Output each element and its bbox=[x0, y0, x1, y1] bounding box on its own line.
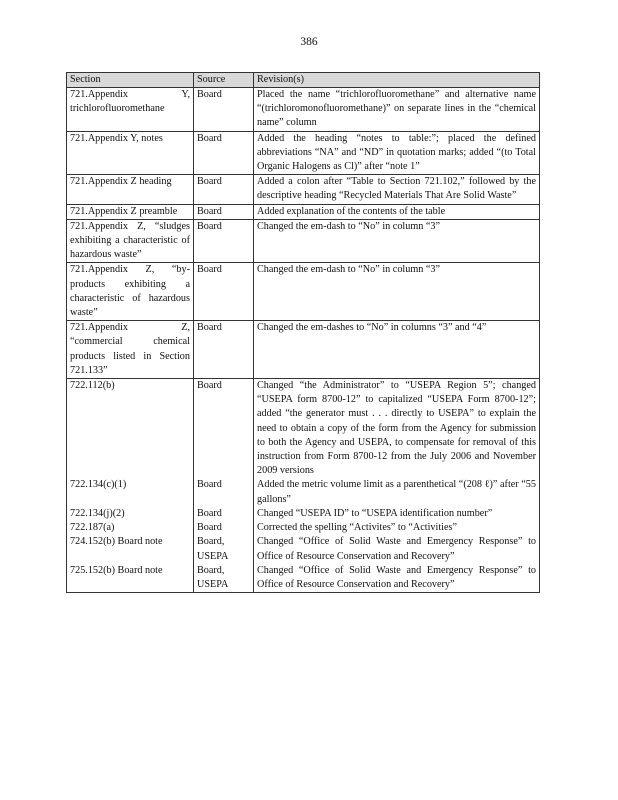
section-cell: 721.Appendix Z preamble bbox=[67, 204, 194, 219]
section-cell: 721.Appendix Z, “commercial chemical products listed in Section 721.133” bbox=[67, 321, 194, 379]
table-row bbox=[67, 535, 540, 563]
section-cell: 721.Appendix Z, “by-products exhibiting a characteristic of hazardous waste” bbox=[67, 263, 194, 321]
table-row bbox=[67, 321, 540, 379]
source-cell: Board bbox=[194, 321, 254, 379]
section-cell: 725.152(b) Board note bbox=[67, 564, 194, 593]
table-row bbox=[67, 204, 540, 219]
section-cell: 722.112(b) bbox=[67, 379, 194, 479]
header-revisions: Revision(s) bbox=[254, 73, 540, 88]
page-number: 386 bbox=[300, 36, 318, 48]
source-cell: Board bbox=[194, 88, 254, 132]
source-cell: Board bbox=[194, 219, 254, 263]
section-cell: 722.134(j)(2) bbox=[67, 507, 194, 521]
revision-cell: Added the metric volume limit as a parenthetical “(208 ℓ)” after “55 gallons” bbox=[254, 478, 540, 506]
table-row bbox=[67, 478, 540, 506]
source-cell: Board bbox=[194, 263, 254, 321]
revision-cell: Added a colon after “Table to Section 721.102,” followed by the descriptive heading “Recycled Materials That Are Solid Waste” bbox=[254, 175, 540, 204]
section-cell: 722.187(a) bbox=[67, 521, 194, 535]
revision-cell: Changed “the Administrator” to “USEPA Region 5”; changed “USEPA form 8700-12” to capitalized “USEPA Form 8700-12”; added “the generator must . . . directly to USEPA” to explain the need to obtain a copy of the form from the Agency for submission to both the Agency and USEPA, to compensate for removal of this instruction from Form 8700-12 from the July 2006 and November 2009 versions bbox=[254, 379, 540, 479]
revision-cell: Changed “Office of Solid Waste and Emergency Response” to Office of Resource Conservation and Recovery” bbox=[254, 564, 540, 593]
revision-cell: Changed the em-dash to “No” in column “3” bbox=[254, 219, 540, 263]
section-cell: 724.152(b) Board note bbox=[67, 535, 194, 563]
revision-cell: Changed the em-dashes to “No” in columns “3” and “4” bbox=[254, 321, 540, 379]
table-row bbox=[67, 564, 540, 593]
revision-cell: Placed the name “trichlorofluoromethane” and alternative name “(trichloromonofluoromethane)” on separate lines in the “chemical name” column bbox=[254, 88, 540, 132]
section-cell: 721.Appendix Z heading bbox=[67, 175, 194, 204]
source-cell: Board bbox=[194, 204, 254, 219]
table-row bbox=[67, 263, 540, 321]
source-cell: Board bbox=[194, 521, 254, 535]
source-cell: Board bbox=[194, 379, 254, 479]
table-row bbox=[67, 219, 540, 263]
section-cell: 721.Appendix Z, “sludges exhibiting a characteristic of hazardous waste” bbox=[67, 219, 194, 263]
source-cell: Board bbox=[194, 507, 254, 521]
section-cell: 721.Appendix Y, notes bbox=[67, 131, 194, 175]
revision-cell: Changed the em-dash to “No” in column “3” bbox=[254, 263, 540, 321]
header-section: Section bbox=[67, 73, 194, 88]
source-cell: Board, USEPA bbox=[194, 564, 254, 593]
table-row bbox=[67, 379, 540, 479]
table-row bbox=[67, 521, 540, 535]
source-cell: Board, USEPA bbox=[194, 535, 254, 563]
table-row bbox=[67, 131, 540, 175]
revision-cell: Added explanation of the contents of the table bbox=[254, 204, 540, 219]
section-cell: 721.Appendix Y, trichlorofluoromethane bbox=[67, 88, 194, 132]
revision-cell: Changed “USEPA ID” to “USEPA identification number” bbox=[254, 507, 540, 521]
revision-cell: Corrected the spelling “Activites” to “Activities” bbox=[254, 521, 540, 535]
source-cell: Board bbox=[194, 175, 254, 204]
header-source: Source bbox=[194, 73, 254, 88]
revision-cell: Added the heading “notes to table:”; placed the defined abbreviations “NA” and “ND” in quotation marks; added “(to Total Organic Halogens as Cl)” after “note 1” bbox=[254, 131, 540, 175]
table-header-row bbox=[67, 73, 540, 88]
source-cell: Board bbox=[194, 131, 254, 175]
source-cell: Board bbox=[194, 478, 254, 506]
revisions-table bbox=[66, 72, 540, 593]
revision-cell: Changed “Office of Solid Waste and Emergency Response” to Office of Resource Conservation and Recovery” bbox=[254, 535, 540, 563]
section-cell: 722.134(c)(1) bbox=[67, 478, 194, 506]
table-row bbox=[67, 88, 540, 132]
table-row bbox=[67, 507, 540, 521]
table-row bbox=[67, 175, 540, 204]
